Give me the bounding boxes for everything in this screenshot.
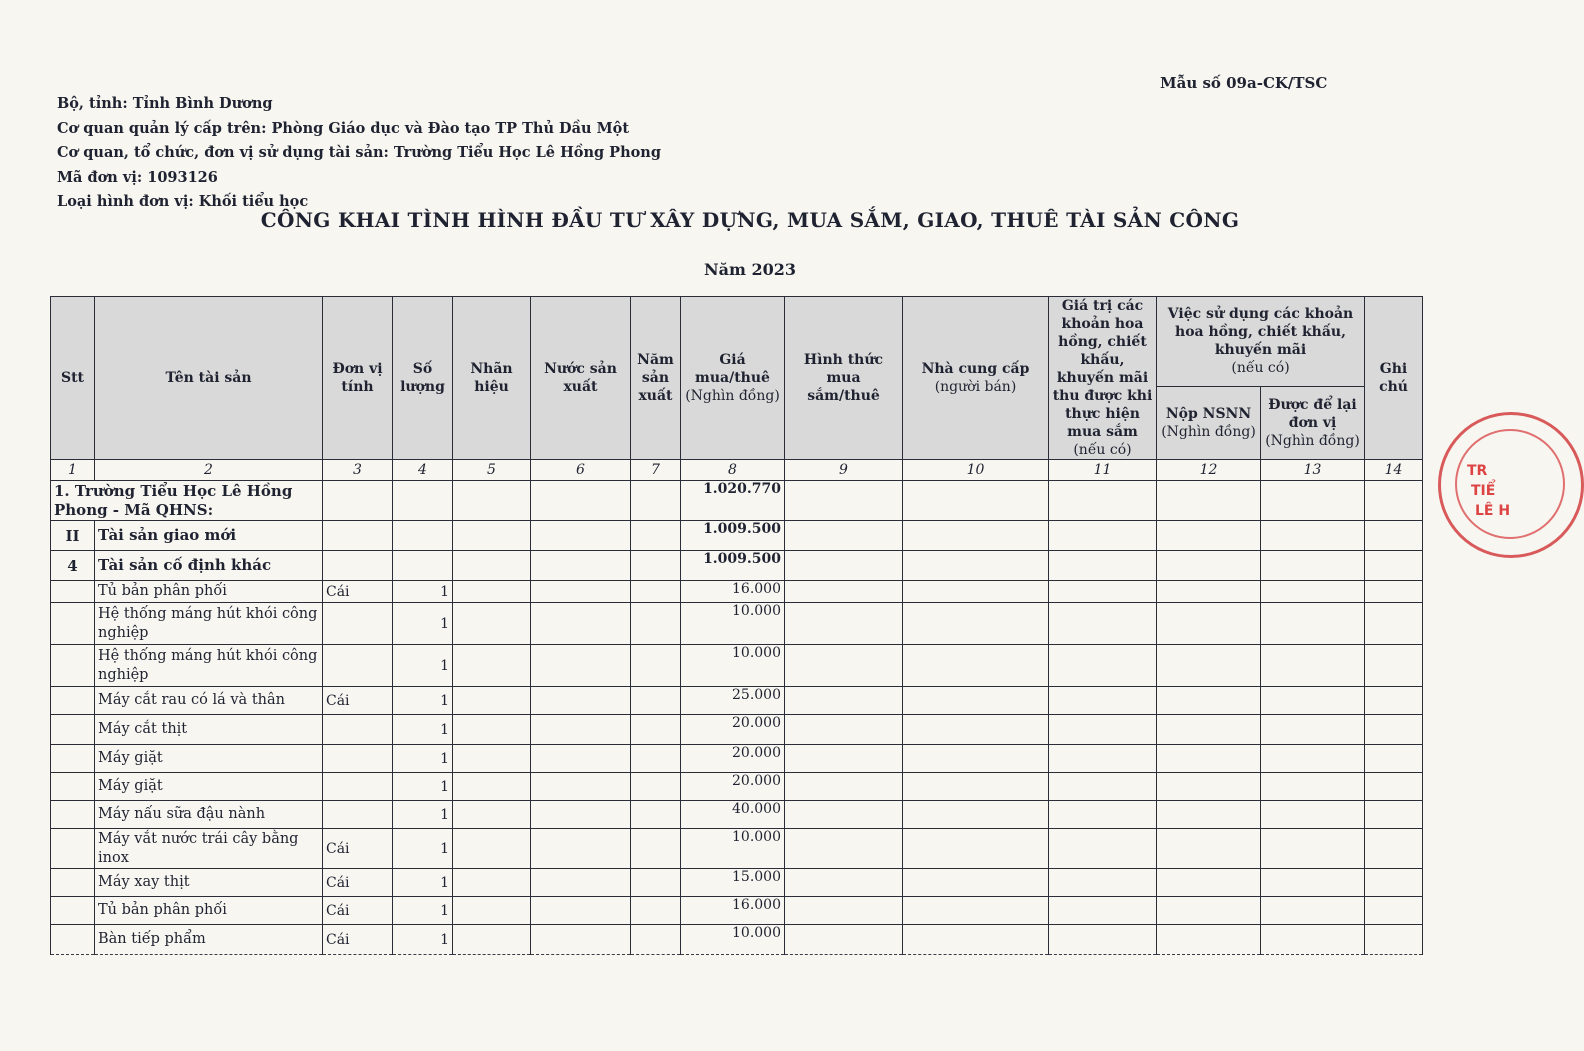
row-empty-cell <box>785 603 903 645</box>
row-unit <box>323 715 393 745</box>
row-empty-cell <box>1157 801 1261 829</box>
row-empty-cell <box>903 521 1049 551</box>
row-stt <box>51 687 95 715</box>
table-row <box>51 925 1423 955</box>
row-empty-cell <box>785 481 903 521</box>
row-unit <box>323 481 393 521</box>
col-num: 10 <box>903 460 1049 481</box>
col-num: 2 <box>95 460 323 481</box>
row-empty-cell <box>785 551 903 581</box>
row-stt <box>51 773 95 801</box>
row-name: Hệ thống máng hút khói công nghiệp <box>95 645 323 687</box>
row-empty-cell <box>1157 897 1261 925</box>
row-empty-cell <box>1049 581 1157 603</box>
table-row <box>51 773 1423 801</box>
row-empty-cell <box>903 551 1049 581</box>
row-year <box>631 551 681 581</box>
row-unit <box>323 603 393 645</box>
row-empty-cell <box>1365 521 1423 551</box>
row-empty-cell <box>1049 645 1157 687</box>
row-name: 1. Trường Tiểu Học Lê Hồng Phong - Mã QHNS: <box>51 481 323 521</box>
col-num: 8 <box>681 460 785 481</box>
row-name: Hệ thống máng hút khói công nghiệp <box>95 603 323 645</box>
row-empty-cell <box>1365 745 1423 773</box>
row-empty-cell <box>1365 603 1423 645</box>
table-row <box>51 481 1423 521</box>
row-empty-cell <box>1261 603 1365 645</box>
row-price: 20.000 <box>681 745 785 773</box>
row-unit: Cái <box>323 581 393 603</box>
row-empty-cell <box>1157 869 1261 897</box>
row-empty-cell <box>1261 581 1365 603</box>
header-year: Năm sản xuất <box>631 297 681 460</box>
row-country <box>531 687 631 715</box>
col-num: 9 <box>785 460 903 481</box>
header-brand: Nhãn hiệu <box>453 297 531 460</box>
row-year <box>631 481 681 521</box>
header-retained <box>1261 386 1365 459</box>
header-commission-usage <box>1157 297 1365 387</box>
row-quantity: 1 <box>393 801 453 829</box>
row-quantity: 1 <box>393 603 453 645</box>
row-empty-cell <box>903 645 1049 687</box>
header-usage-label: Việc sử dụng các khoản hoa hồng, chiết khấu, khuyến mãi <box>1167 306 1354 359</box>
row-empty-cell <box>1157 481 1261 521</box>
row-empty-cell <box>1261 715 1365 745</box>
row-year <box>631 925 681 955</box>
stamp-text: LÊ H <box>1475 503 1511 519</box>
row-country <box>531 603 631 645</box>
row-empty-cell <box>1157 829 1261 869</box>
row-quantity <box>393 551 453 581</box>
row-empty-cell <box>1365 481 1423 521</box>
row-quantity: 1 <box>393 581 453 603</box>
row-price: 10.000 <box>681 603 785 645</box>
row-year <box>631 715 681 745</box>
row-empty-cell <box>1261 801 1365 829</box>
row-empty-cell <box>903 773 1049 801</box>
asset-table <box>50 296 1423 955</box>
row-price: 10.000 <box>681 925 785 955</box>
row-unit <box>323 551 393 581</box>
col-num: 3 <box>323 460 393 481</box>
header-unit: Đơn vị tính <box>323 297 393 460</box>
header-retained-label: Được để lại đơn vị <box>1268 396 1357 431</box>
table-row <box>51 801 1423 829</box>
col-num: 4 <box>393 460 453 481</box>
row-empty-cell <box>903 801 1049 829</box>
row-empty-cell <box>1261 687 1365 715</box>
row-empty-cell <box>785 645 903 687</box>
row-price: 20.000 <box>681 715 785 745</box>
row-country <box>531 481 631 521</box>
row-quantity: 1 <box>393 745 453 773</box>
row-stt <box>51 829 95 869</box>
row-empty-cell <box>1261 551 1365 581</box>
header-supplier <box>903 297 1049 460</box>
row-year <box>631 687 681 715</box>
header-supplier-sub: (người bán) <box>934 379 1017 395</box>
row-empty-cell <box>1365 869 1423 897</box>
row-empty-cell <box>1157 521 1261 551</box>
row-empty-cell <box>1365 551 1423 581</box>
row-empty-cell <box>785 581 903 603</box>
row-brand <box>453 551 531 581</box>
header-price-unit: (Nghìn đồng) <box>685 388 780 404</box>
table-row <box>51 603 1423 645</box>
header-country: Nước sản xuất <box>531 297 631 460</box>
column-number-row <box>51 460 1423 481</box>
row-empty-cell <box>903 869 1049 897</box>
row-empty-cell <box>1049 773 1157 801</box>
row-stt <box>51 925 95 955</box>
stamp-text: TIỂ <box>1471 483 1496 499</box>
row-stt <box>51 869 95 897</box>
header-stt: Stt <box>51 297 95 460</box>
row-quantity: 1 <box>393 645 453 687</box>
row-price: 20.000 <box>681 773 785 801</box>
row-name: Máy cắt rau có lá và thân <box>95 687 323 715</box>
row-stt <box>51 745 95 773</box>
row-empty-cell <box>1049 715 1157 745</box>
row-quantity: 1 <box>393 897 453 925</box>
row-empty-cell <box>1049 481 1157 521</box>
row-price: 1.009.500 <box>681 521 785 551</box>
row-quantity: 1 <box>393 829 453 869</box>
header-commission-value <box>1049 297 1157 460</box>
row-empty-cell <box>785 829 903 869</box>
row-empty-cell <box>1365 645 1423 687</box>
table-row <box>51 551 1423 581</box>
row-brand <box>453 521 531 551</box>
row-empty-cell <box>1365 687 1423 715</box>
row-year <box>631 801 681 829</box>
row-country <box>531 745 631 773</box>
row-empty-cell <box>785 897 903 925</box>
row-price: 10.000 <box>681 645 785 687</box>
row-empty-cell <box>1157 551 1261 581</box>
row-country <box>531 773 631 801</box>
row-name: Tài sản cố định khác <box>95 551 323 581</box>
official-stamp <box>1438 412 1584 558</box>
row-empty-cell <box>1261 869 1365 897</box>
meta-unit-code: Mã đơn vị: 1093126 <box>57 168 218 186</box>
row-empty-cell <box>903 829 1049 869</box>
row-empty-cell <box>1157 715 1261 745</box>
col-num: 11 <box>1049 460 1157 481</box>
meta-ministry: Bộ, tỉnh: Tỉnh Bình Dương <box>57 95 273 112</box>
row-country <box>531 897 631 925</box>
row-country <box>531 801 631 829</box>
header-pay-budget-unit: (Nghìn đồng) <box>1161 423 1256 440</box>
row-country <box>531 715 631 745</box>
row-stt: 4 <box>51 551 95 581</box>
row-empty-cell <box>1261 773 1365 801</box>
col-num: 1 <box>51 460 95 481</box>
row-empty-cell <box>1157 603 1261 645</box>
row-empty-cell <box>1365 897 1423 925</box>
row-unit: Cái <box>323 829 393 869</box>
row-empty-cell <box>1365 715 1423 745</box>
row-country <box>531 581 631 603</box>
row-name: Máy giặt <box>95 745 323 773</box>
row-empty-cell <box>1049 829 1157 869</box>
row-quantity: 1 <box>393 773 453 801</box>
row-empty-cell <box>1261 481 1365 521</box>
row-price: 16.000 <box>681 897 785 925</box>
row-stt <box>51 897 95 925</box>
meta-unit: Cơ quan, tổ chức, đơn vị sử dụng tài sản: Trường Tiểu Học Lê Hồng Phong <box>57 144 661 161</box>
row-empty-cell <box>903 581 1049 603</box>
row-quantity: 1 <box>393 869 453 897</box>
row-empty-cell <box>903 687 1049 715</box>
row-empty-cell <box>785 869 903 897</box>
row-empty-cell <box>1261 521 1365 551</box>
row-empty-cell <box>1049 521 1157 551</box>
row-price: 25.000 <box>681 687 785 715</box>
row-empty-cell <box>1365 801 1423 829</box>
row-brand <box>453 801 531 829</box>
row-brand <box>453 773 531 801</box>
row-price: 40.000 <box>681 801 785 829</box>
row-empty-cell <box>1157 581 1261 603</box>
header-asset-name: Tên tài sản <box>95 297 323 460</box>
row-country <box>531 521 631 551</box>
row-empty-cell <box>785 773 903 801</box>
header-price <box>681 297 785 460</box>
row-empty-cell <box>1049 925 1157 955</box>
row-name: Tủ bản phân phối <box>95 581 323 603</box>
row-empty-cell <box>903 481 1049 521</box>
table-row <box>51 581 1423 603</box>
row-country <box>531 645 631 687</box>
row-empty-cell <box>1049 801 1157 829</box>
row-brand <box>453 645 531 687</box>
row-empty-cell <box>1365 925 1423 955</box>
row-empty-cell <box>1049 869 1157 897</box>
header-pay-budget-label: Nộp NSNN <box>1165 405 1252 422</box>
row-unit: Cái <box>323 897 393 925</box>
header-quantity: Số lượng <box>393 297 453 460</box>
row-empty-cell <box>903 715 1049 745</box>
header-usage-sub: (nếu có) <box>1231 360 1290 377</box>
row-brand <box>453 745 531 773</box>
row-brand <box>453 715 531 745</box>
row-quantity <box>393 521 453 551</box>
col-num: 12 <box>1157 460 1261 481</box>
row-year <box>631 773 681 801</box>
row-unit <box>323 745 393 773</box>
row-price: 16.000 <box>681 581 785 603</box>
header-supplier-label: Nhà cung cấp <box>921 361 1030 377</box>
col-num: 13 <box>1261 460 1365 481</box>
header-retained-unit: (Nghìn đồng) <box>1265 432 1360 449</box>
row-name: Tài sản giao mới <box>95 521 323 551</box>
row-unit: Cái <box>323 925 393 955</box>
row-empty-cell <box>1365 773 1423 801</box>
table-row <box>51 829 1423 869</box>
row-brand <box>453 481 531 521</box>
row-empty-cell <box>1049 603 1157 645</box>
row-empty-cell <box>1049 687 1157 715</box>
row-brand <box>453 581 531 603</box>
row-country <box>531 925 631 955</box>
table-row <box>51 869 1423 897</box>
row-price: 10.000 <box>681 829 785 869</box>
row-quantity <box>393 481 453 521</box>
row-price: 15.000 <box>681 869 785 897</box>
row-brand <box>453 687 531 715</box>
row-stt <box>51 603 95 645</box>
row-empty-cell <box>1157 645 1261 687</box>
row-empty-cell <box>1365 581 1423 603</box>
row-year <box>631 869 681 897</box>
table-row <box>51 897 1423 925</box>
header-purchase-form: Hình thức mua sắm/thuê <box>785 297 903 460</box>
row-unit: Cái <box>323 687 393 715</box>
row-empty-cell <box>903 897 1049 925</box>
col-num: 14 <box>1365 460 1423 481</box>
row-unit <box>323 645 393 687</box>
row-year <box>631 603 681 645</box>
header-price-label: Giá mua/thuê <box>695 352 770 386</box>
row-brand <box>453 869 531 897</box>
col-num: 7 <box>631 460 681 481</box>
header-note: Ghi chú <box>1365 297 1423 460</box>
form-number: Mẫu số 09a-CK/TSC <box>1160 74 1328 92</box>
row-name: Máy xay thịt <box>95 869 323 897</box>
row-unit <box>323 773 393 801</box>
row-empty-cell <box>1049 745 1157 773</box>
row-empty-cell <box>903 745 1049 773</box>
row-empty-cell <box>785 687 903 715</box>
row-name: Bàn tiếp phẩm <box>95 925 323 955</box>
page-title: CÔNG KHAI TÌNH HÌNH ĐẦU TƯ XÂY DỰNG, MUA SẮM, GIAO, THUÊ TÀI SẢN CÔNG <box>260 208 1240 232</box>
row-year <box>631 581 681 603</box>
row-stt <box>51 715 95 745</box>
header-commission-label: Giá trị các khoản hoa hồng, chiết khấu, khuyến mãi thu được khi thực hiện mua sắm <box>1052 298 1153 440</box>
row-brand <box>453 897 531 925</box>
row-empty-cell <box>903 603 1049 645</box>
row-stt <box>51 645 95 687</box>
row-empty-cell <box>1049 551 1157 581</box>
row-stt <box>51 801 95 829</box>
header-pay-budget <box>1157 386 1261 459</box>
row-empty-cell <box>1261 829 1365 869</box>
row-empty-cell <box>1157 687 1261 715</box>
row-price: 1.020.770 <box>681 481 785 521</box>
row-empty-cell <box>1261 645 1365 687</box>
meta-parent-agency: Cơ quan quản lý cấp trên: Phòng Giáo dục và Đào tạo TP Thủ Dầu Một <box>57 119 630 137</box>
row-year <box>631 521 681 551</box>
row-empty-cell <box>785 925 903 955</box>
row-year <box>631 829 681 869</box>
table-row <box>51 687 1423 715</box>
row-empty-cell <box>1261 897 1365 925</box>
row-year <box>631 645 681 687</box>
row-empty-cell <box>903 925 1049 955</box>
row-brand <box>453 925 531 955</box>
row-year <box>631 897 681 925</box>
meta-unit-type: Loại hình đơn vị: Khối tiểu học <box>57 193 309 210</box>
stamp-text: TR <box>1467 463 1488 479</box>
report-year: Năm 2023 <box>703 260 797 279</box>
row-stt: II <box>51 521 95 551</box>
row-unit <box>323 521 393 551</box>
row-empty-cell <box>785 801 903 829</box>
row-country <box>531 551 631 581</box>
row-year <box>631 745 681 773</box>
table-row <box>51 745 1423 773</box>
row-country <box>531 869 631 897</box>
row-name: Máy giặt <box>95 773 323 801</box>
row-quantity: 1 <box>393 925 453 955</box>
row-stt <box>51 581 95 603</box>
row-country <box>531 829 631 869</box>
row-empty-cell <box>1365 829 1423 869</box>
col-num: 5 <box>453 460 531 481</box>
row-unit <box>323 801 393 829</box>
row-price: 1.009.500 <box>681 551 785 581</box>
row-name: Máy cắt thịt <box>95 715 323 745</box>
row-unit: Cái <box>323 869 393 897</box>
row-empty-cell <box>1157 773 1261 801</box>
row-empty-cell <box>1261 745 1365 773</box>
header-commission-sub: (nếu có) <box>1073 442 1132 458</box>
table-row <box>51 715 1423 745</box>
table-row <box>51 645 1423 687</box>
row-empty-cell <box>785 745 903 773</box>
row-empty-cell <box>1049 897 1157 925</box>
agency-info <box>57 92 661 215</box>
row-name: Máy nấu sữa đậu nành <box>95 801 323 829</box>
row-empty-cell <box>1157 745 1261 773</box>
row-empty-cell <box>785 521 903 551</box>
row-name: Máy vắt nước trái cây bằng inox <box>95 829 323 869</box>
row-brand <box>453 829 531 869</box>
col-num: 6 <box>531 460 631 481</box>
row-empty-cell <box>1261 925 1365 955</box>
row-quantity: 1 <box>393 687 453 715</box>
row-empty-cell <box>1157 925 1261 955</box>
table-row <box>51 521 1423 551</box>
row-name: Tủ bản phân phối <box>95 897 323 925</box>
row-empty-cell <box>785 715 903 745</box>
row-quantity: 1 <box>393 715 453 745</box>
row-brand <box>453 603 531 645</box>
